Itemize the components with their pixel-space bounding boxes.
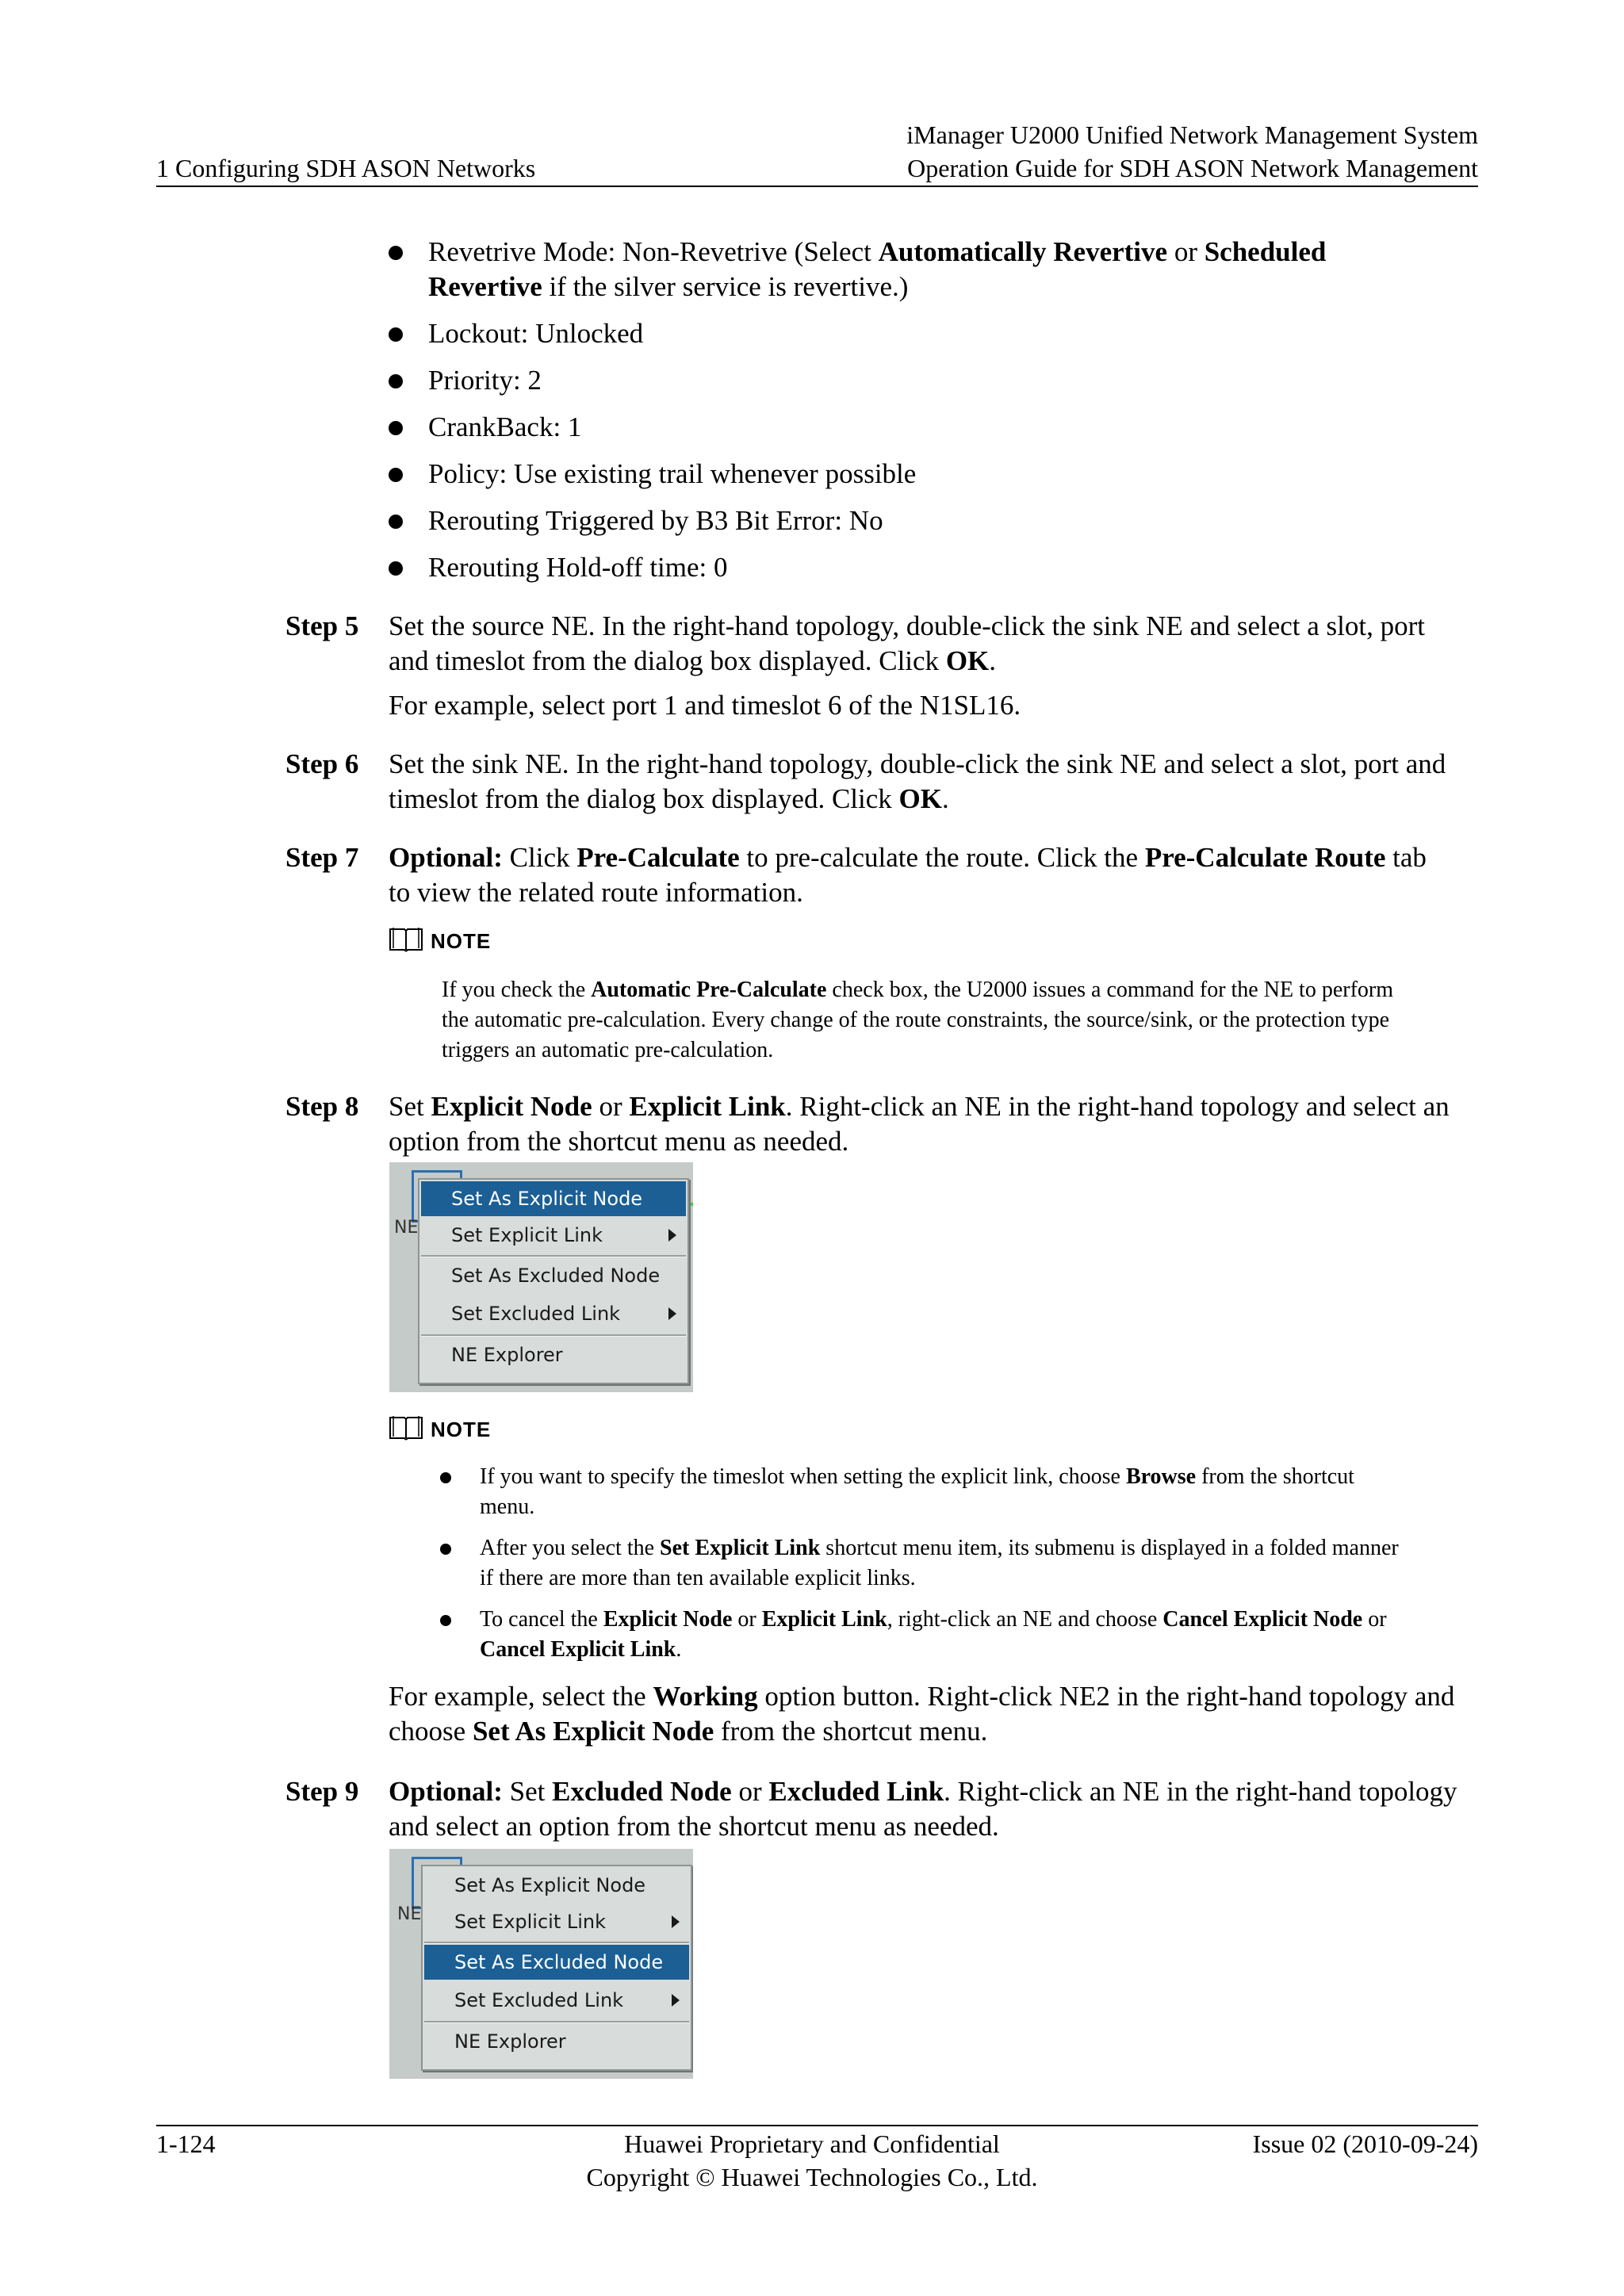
bullet-dot [389, 515, 403, 529]
context-menu [418, 1178, 689, 1384]
bullet-dot [389, 327, 403, 342]
menu-item-set-explicit-link[interactable]: Set Explicit Link [424, 1904, 689, 1939]
step9-label: Step 9 [285, 1776, 359, 1807]
menu-item-set-as-explicit-node[interactable]: Set As Explicit Node [454, 1874, 646, 1896]
step5-text: Set the source NE. In the right-hand topology, double-click the sink NE and select a slot, port and timeslot from the dialog box displayed. Click OK. [389, 610, 1425, 676]
footer-copyright: Copyright © Huawei Technologies Co., Ltd. [586, 2163, 1038, 2191]
step7-label: Step 7 [285, 842, 359, 873]
step8-text: Set Explicit Node or Explicit Link. Right-click an NE in the right-hand topology and select an option from the shortcut menu as needed. [389, 1091, 1450, 1157]
menu-separator [424, 1942, 689, 1944]
submenu-arrow-icon [672, 1915, 680, 1928]
step9-text: Optional: Set Excluded Node or Excluded Link. Right-click an NE in the right-hand topology and select an option from the shortcut menu as needed. [389, 1776, 1457, 1842]
ne-label: NE [397, 1904, 422, 1924]
context-menu-screenshot-excluded [389, 1849, 693, 2079]
header-left: 1 Configuring SDH ASON Networks [156, 154, 536, 182]
step7-text: Optional: Click Pre-Calculate to pre-calculate the route. Click the Pre-Calculate Route tab to view the related route information. [389, 842, 1427, 908]
footer-confidential: Huawei Proprietary and Confidential [624, 2130, 1000, 2158]
header-right-line2: Operation Guide for SDH ASON Network Management [907, 154, 1478, 182]
bullet-dot [389, 561, 403, 576]
header-rule [156, 186, 1478, 187]
menu-separator [421, 1334, 686, 1337]
submenu-arrow-icon [672, 1994, 680, 2007]
ne-label: NE [394, 1218, 419, 1238]
menu-item-set-excluded-link[interactable]: Set Excluded Link [421, 1296, 686, 1331]
menu-separator [424, 2021, 689, 2023]
context-menu [421, 1865, 692, 2071]
book-icon [389, 926, 423, 953]
step6-label: Step 6 [285, 748, 359, 779]
submenu-arrow-icon [668, 1229, 676, 1242]
step5-example: For example, select port 1 and timeslot 6 of the N1SL16. [389, 690, 1021, 721]
menu-item-set-explicit-link[interactable]: Set Explicit Link [421, 1218, 686, 1253]
bullet-dot [389, 421, 403, 435]
bullet-dot [389, 374, 403, 388]
menu-item-set-as-explicit-node[interactable]: Set As Explicit Node [421, 1181, 686, 1216]
menu-item-set-as-excluded-node[interactable]: Set As Excluded Node [424, 1945, 689, 1980]
step6-text: Set the sink NE. In the right-hand topology, double-click the sink NE and select a slot, port and timeslot from the dialog box displayed. Click OK. [389, 748, 1446, 814]
footer-page-number: 1-124 [156, 2130, 216, 2158]
footer-issue: Issue 02 (2010-09-24) [1252, 2130, 1478, 2158]
bullet-dot [440, 1472, 451, 1483]
step8-label: Step 8 [285, 1091, 359, 1122]
menu-item-ne-explorer[interactable]: NE Explorer [451, 1344, 563, 1366]
bullet-dot [389, 246, 403, 260]
step7-note-body: If you check the Automatic Pre-Calculate check box, the U2000 issues a command for the NE to perform the automatic pre-calculation. Every change of the route constraints, the source/sink, or the protection type triggers an automatic pre-calculation. [442, 978, 1394, 1062]
header-right-line1: iManager U2000 Unified Network Management System [906, 121, 1478, 149]
context-menu-screenshot-explicit [389, 1162, 693, 1392]
book-icon [389, 1414, 423, 1441]
menu-item-set-excluded-link[interactable]: Set Excluded Link [424, 1983, 689, 2018]
bullet-dot [389, 468, 403, 482]
menu-item-ne-explorer[interactable]: NE Explorer [454, 2030, 566, 2053]
step5-label: Step 5 [285, 610, 359, 641]
menu-item-set-as-excluded-node[interactable]: Set As Excluded Node [451, 1265, 661, 1287]
menu-separator [421, 1255, 686, 1257]
bullet-dot [440, 1615, 451, 1626]
bullet-dot [440, 1544, 451, 1555]
step8-example: For example, select the Working option button. Right-click NE2 in the right-hand topology and choose Set As Explicit Node from the shortcut menu. [389, 1681, 1455, 1747]
footer-rule [156, 2125, 1478, 2126]
submenu-arrow-icon [668, 1307, 676, 1320]
